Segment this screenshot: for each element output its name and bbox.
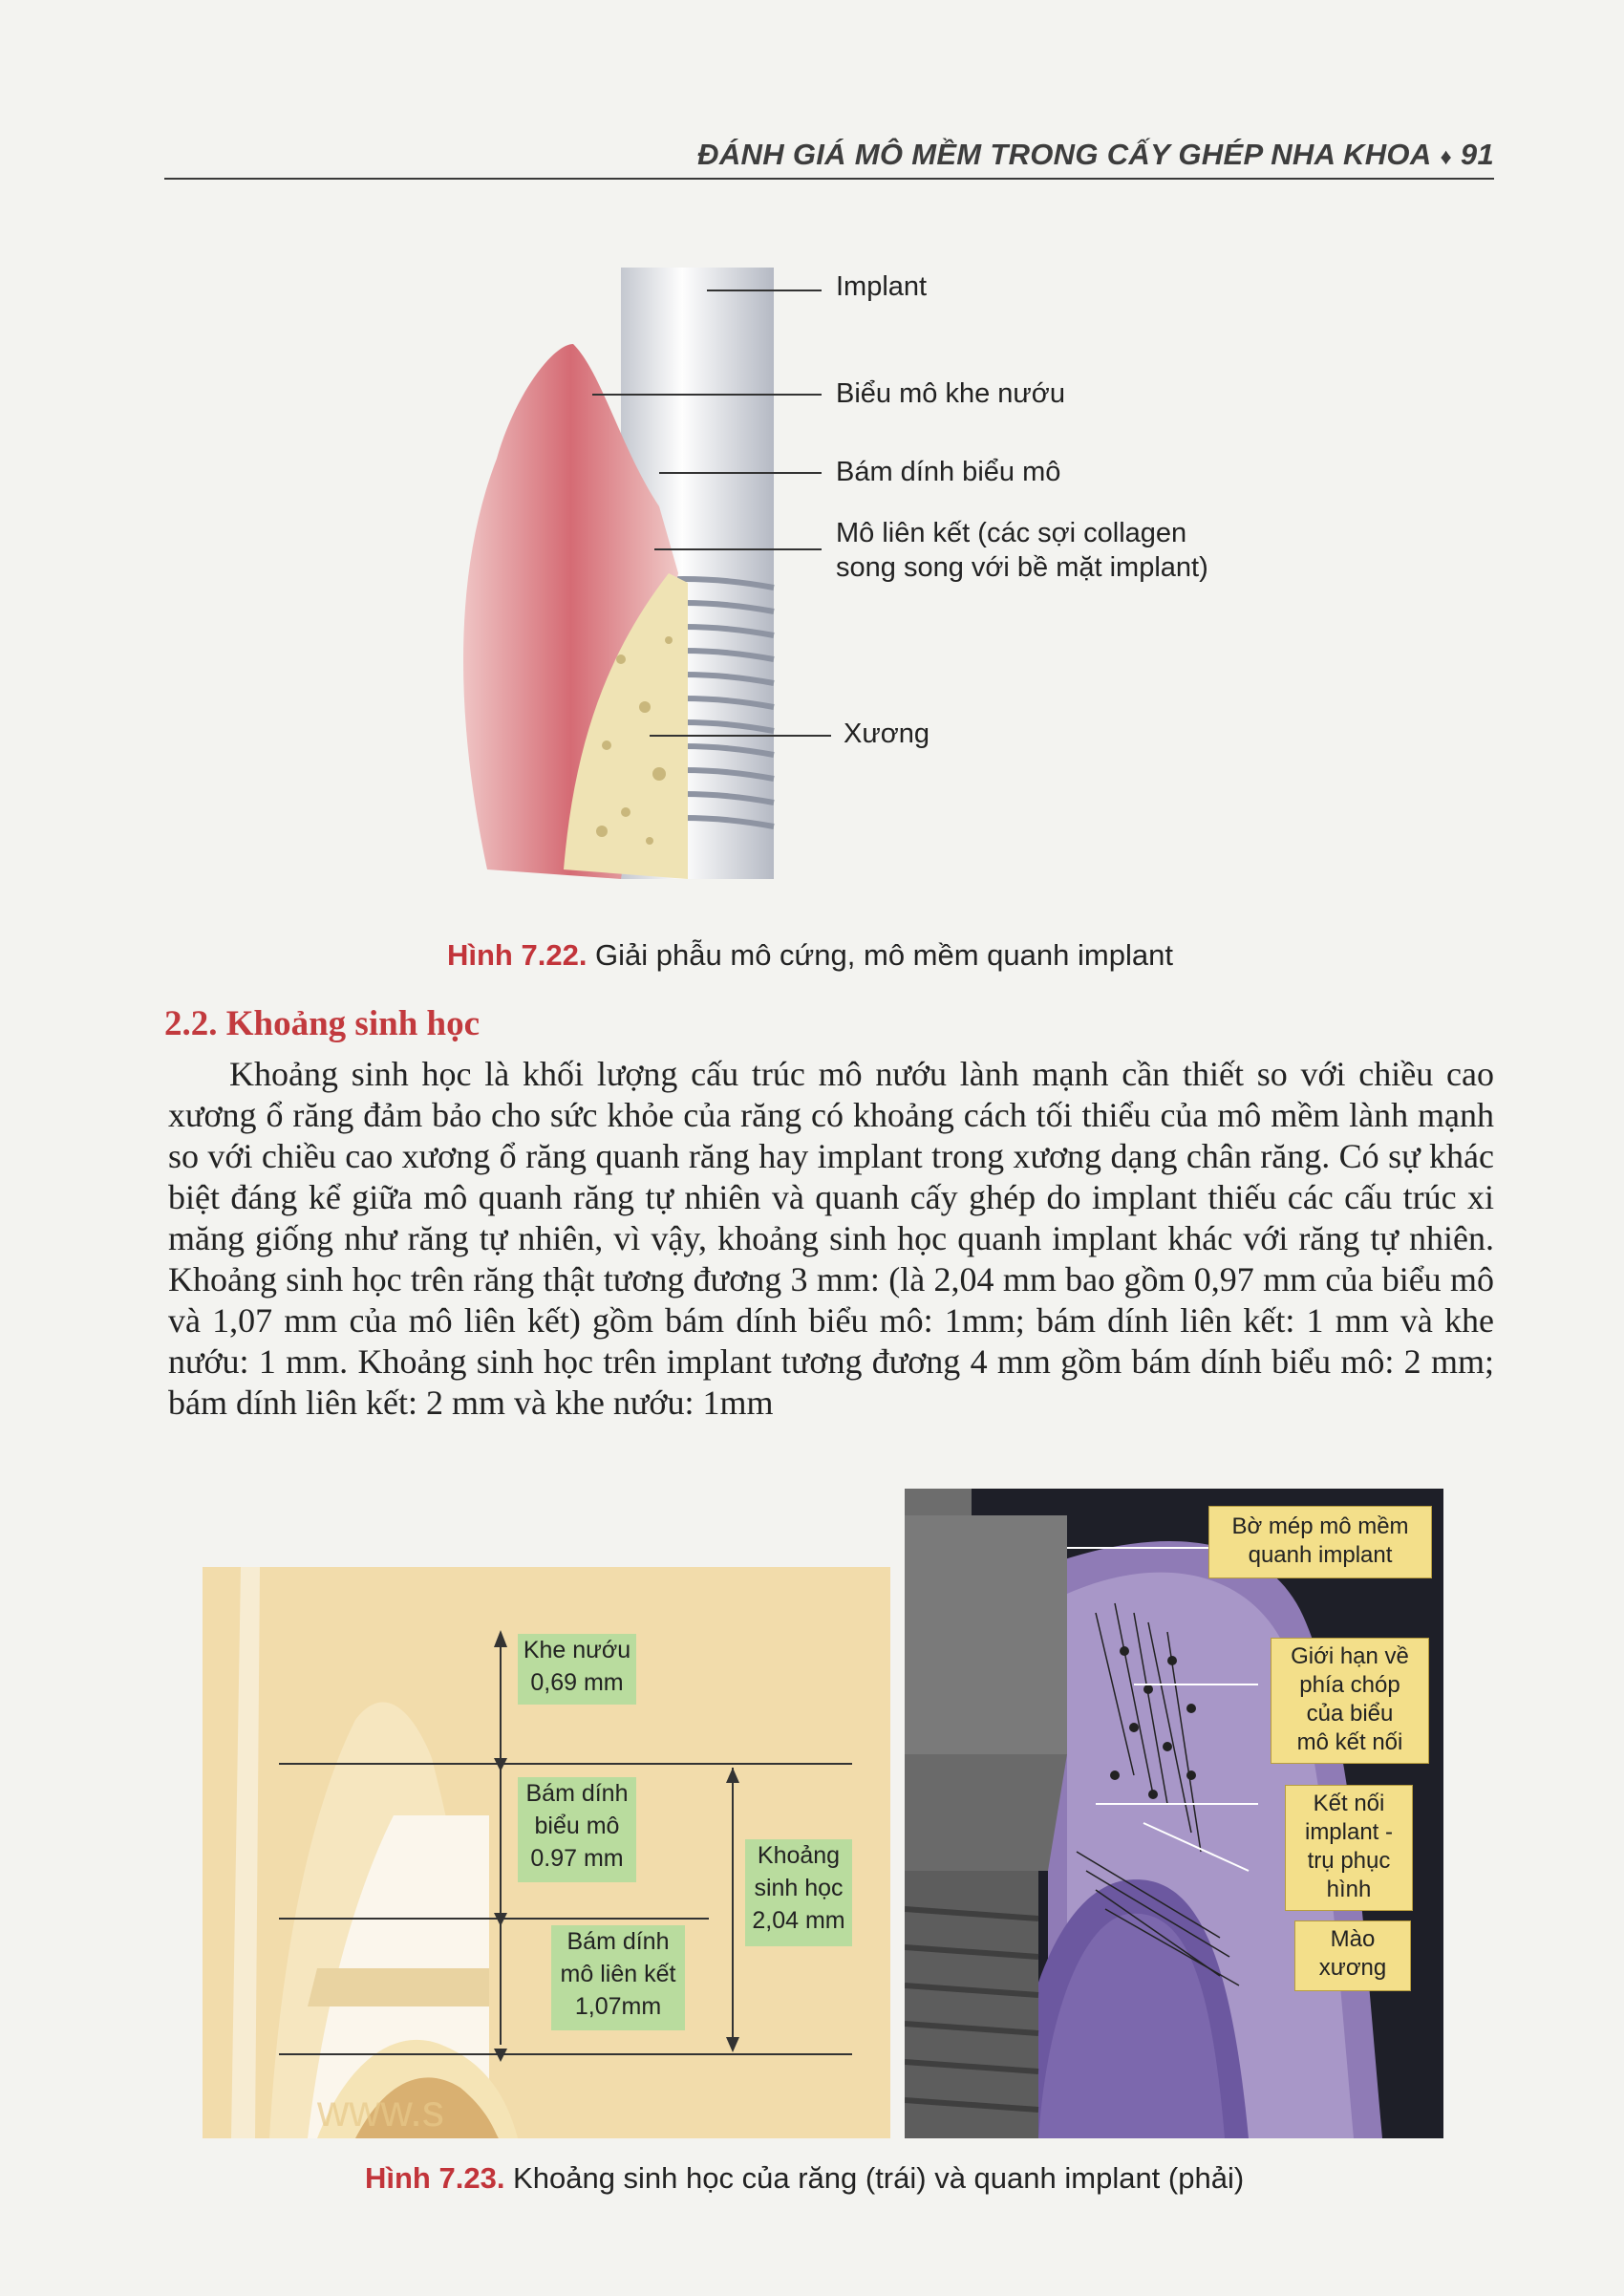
running-header [164,122,1494,180]
label-sulcus: Khe nướu 0,69 mm [518,1634,636,1705]
header-separator: ♦ [1440,144,1452,170]
label-connective-attachment: Bám dính mô liên kết 1,07mm [551,1925,685,2030]
label-connective-line1: Mô liên kết (các sợi collagen [836,518,1187,548]
label-implant-abutment-connection: Kết nối implant - trụ phục hình [1285,1785,1413,1911]
label-biologic-width: Khoảng sinh học 2,04 mm [745,1839,852,1946]
caption-7-22-text: Giải phẫu mô cứng, mô mềm quanh implant [587,938,1173,972]
caption-7-23 [365,2161,1244,2196]
label-epithelial-attachment: Bám dính biểu mô 0.97 mm [518,1777,636,1882]
section-title: 2.2. Khoảng sinh học [164,1004,481,1043]
figure-7-23-left [203,1567,890,2138]
label-apical-limit: Giới hạn về phía chóp của biểu mô kết nối [1271,1638,1429,1764]
figure-7-23-right [905,1489,1443,2138]
header-title: ĐÁNH GIÁ MÔ MỀM TRONG CẤY GHÉP NHA KHOA [697,138,1432,171]
label-connective-line2: song song với bề mặt implant) [836,552,1208,583]
page-number: 91 [1460,138,1494,171]
label-bone: Xương [844,719,930,749]
label-bone-crest: Mào xương [1294,1920,1411,1991]
caption-7-23-text: Khoảng sinh học của răng (trái) và quanh implant (phải) [504,2161,1245,2195]
label-soft-tissue-margin: Bờ mép mô mềm quanh implant [1208,1506,1432,1578]
body-text [168,1054,1494,1424]
label-implant: Implant [836,271,928,302]
caption-7-23-number: Hình 7.23. [365,2161,505,2195]
watermark: www.s [317,2086,444,2135]
caption-7-22-number: Hình 7.22. [447,938,588,972]
caption-7-22 [447,938,1173,973]
figure-7-22 [430,258,1251,908]
label-epithelial-attachment: Bám dính biểu mô [836,457,1061,487]
label-sulcular-epithelium: Biểu mô khe nướu [836,378,1065,409]
body-paragraph: Khoảng sinh học là khối lượng cấu trúc mô nướu lành mạnh cần thiết so với chiều cao xương ổ răng đảm bảo cho sức khỏe của răng có khoảng cách tối thiểu của mô mềm lành mạnh so với chiều cao xương ổ răng quanh răng hay implant trong xương dạng chân răng. Có sự khác biệt đáng kể giữa mô quanh răng tự nhiên và quanh cấy ghép do implant thiếu các cấu trúc xi măng giống như răng tự nhiên, vì vậy, khoảng sinh học quanh implant khác với răng tự nhiên. Khoảng sinh học trên răng thật tương đương 3 mm: (là 2,04 mm bao gồm 0,97 mm của biểu mô và 1,07 mm của mô liên kết) gồm bám dính biểu mô: 1mm; bám dính liên kết: 1 mm và khe nướu: 1 mm. Khoảng sinh học trên implant tương đương 4 mm gồm bám dính biểu mô: 2 mm; bám dính liên kết: 2 mm và khe nướu: 1mm [168,1055,1494,1422]
